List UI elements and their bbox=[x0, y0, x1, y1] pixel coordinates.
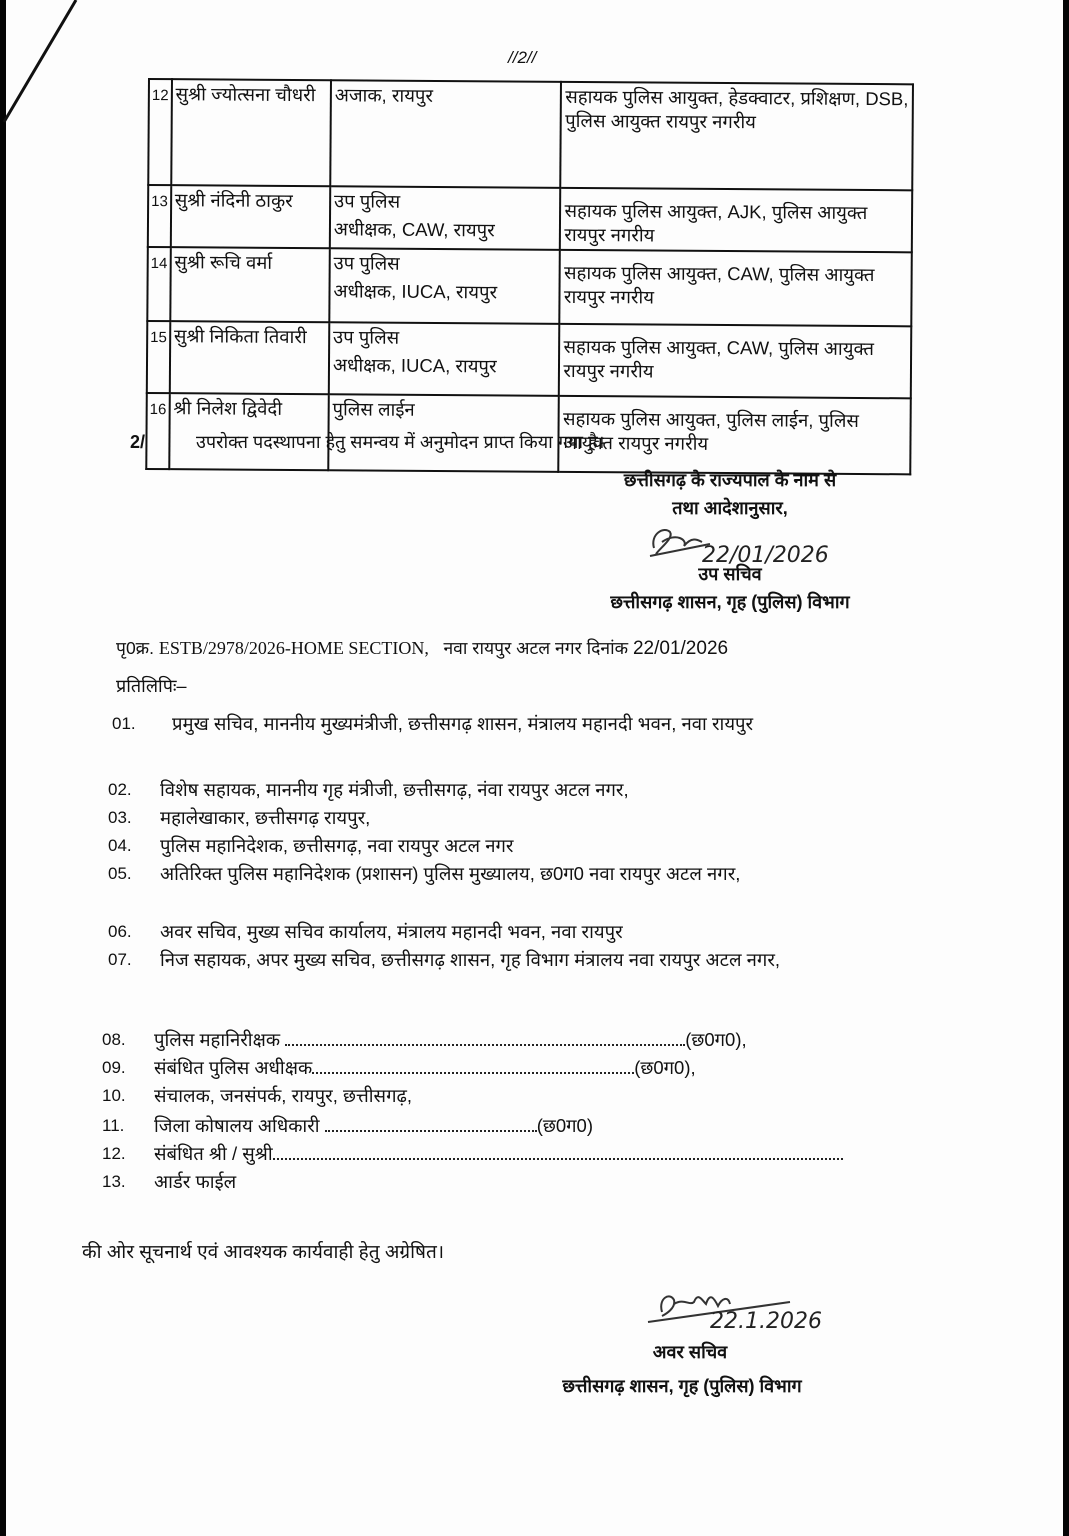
new-post: सहायक पुलिस आयुक्त, AJK, पुलिस आयुक्त रायपुर नगरीय bbox=[560, 188, 912, 252]
item-number: 10. bbox=[102, 1086, 126, 1105]
item-suffix: (छ0ग0), bbox=[685, 1029, 747, 1050]
item-number: 12. bbox=[102, 1144, 126, 1163]
current-post-line1: अजाक, रायपुर bbox=[334, 84, 434, 106]
department: छत्तीसगढ़ शासन, गृह (पुलिस) विभाग bbox=[610, 592, 850, 612]
item-text: संबंधित पुलिस अधीक्षक bbox=[154, 1057, 313, 1078]
row-number: 12 bbox=[148, 79, 171, 185]
current-post-line2: अधीक्षक, IUCA, रायपुर bbox=[333, 280, 498, 303]
officer-name: सुश्री निकिता तिवारी bbox=[169, 321, 329, 394]
current-post bbox=[329, 248, 560, 324]
new-post: सहायक पुलिस आयुक्त, CAW, पुलिस आयुक्त रायपुर नगरीय bbox=[560, 250, 912, 326]
fill-dots bbox=[285, 1030, 685, 1046]
item-text: जिला कोषालय अधिकारी bbox=[154, 1115, 320, 1136]
table-row bbox=[148, 185, 912, 252]
reference-number: ESTB/2978/2026-HOME SECTION, bbox=[158, 638, 429, 658]
new-post: सहायक पुलिस आयुक्त, CAW, पुलिस आयुक्त रायपुर नगरीय bbox=[559, 324, 911, 398]
officer-name: सुश्री नंदिनी ठाकुर bbox=[171, 185, 331, 248]
officer-name: श्री निलेश द्विवेदी bbox=[169, 393, 329, 470]
designation: अवर सचिव bbox=[652, 1342, 728, 1362]
table-row bbox=[147, 321, 911, 398]
row-number: 13 bbox=[148, 185, 171, 247]
item-number: 11. bbox=[102, 1116, 125, 1135]
item-text: संबंधित श्री / सुश्री bbox=[154, 1143, 273, 1164]
item-number: 01. bbox=[112, 714, 136, 733]
item-number: 08. bbox=[102, 1030, 126, 1049]
item-number: 07. bbox=[108, 950, 132, 969]
current-post-line1: पुलिस लाईन bbox=[332, 398, 415, 420]
table-row bbox=[148, 79, 913, 190]
handwritten-date: 22.1.2026 bbox=[710, 1309, 822, 1334]
current-post-line1: उप पुलिस bbox=[333, 252, 400, 274]
table-row bbox=[147, 247, 911, 326]
handwritten-date: 22/01/2026 bbox=[702, 543, 829, 568]
scan-edge-left bbox=[0, 0, 6, 1536]
item-number: 04. bbox=[108, 836, 132, 855]
item-suffix: (छ0ग0), bbox=[634, 1057, 696, 1078]
item-line bbox=[154, 1114, 924, 1137]
item-number: 03. bbox=[108, 808, 132, 827]
signature-under-secretary bbox=[640, 1282, 880, 1338]
row-number: 14 bbox=[147, 247, 170, 321]
current-post-line2: अधीक्षक, CAW, रायपुर bbox=[333, 218, 495, 241]
officer-name: सुश्री ज्योत्सना चौधरी bbox=[171, 79, 331, 186]
item-text: विशेष सहायक, माननीय गृह मंत्रीजी, छत्तीसगढ़, नंवा रायपुर अटल नगर, bbox=[160, 779, 629, 800]
current-post-line2: अधीक्षक, IUCA, रायपुर bbox=[332, 354, 497, 377]
signature-deputy-secretary bbox=[640, 518, 880, 568]
item-suffix: (छ0ग0) bbox=[536, 1115, 593, 1136]
reference-date: 22/01/2026 bbox=[632, 638, 729, 659]
scan-fold-line bbox=[0, 0, 120, 140]
item-text: महालेखाकार, छत्तीसगढ़ रायपुर, bbox=[160, 807, 371, 828]
current-post-line1: उप पुलिस bbox=[332, 326, 400, 348]
officer-name: सुश्री रूचि वर्मा bbox=[170, 247, 330, 322]
closing-line: की ओर सूचनार्थ एवं आवश्यक कार्यवाही हेतु अग्रेषित। bbox=[82, 1242, 445, 1263]
current-post bbox=[329, 322, 560, 396]
item-text: संचालक, जनसंपर्क, रायपुर, छत्तीसगढ़, bbox=[154, 1085, 413, 1106]
department: छत्तीसगढ़ शासन, गृह (पुलिस) विभाग bbox=[562, 1376, 802, 1396]
scan-edge-right bbox=[1063, 0, 1069, 1536]
reference-line bbox=[116, 636, 728, 660]
designation: उप सचिव bbox=[698, 564, 762, 584]
item-line bbox=[154, 1028, 924, 1051]
authority-line: छत्तीसगढ़ के राज्यपाल के नाम से bbox=[623, 470, 837, 490]
item-line bbox=[154, 1142, 924, 1165]
fill-dots bbox=[273, 1144, 843, 1160]
item-text: पुलिस महानिरीक्षक bbox=[154, 1029, 281, 1050]
item-number: 06. bbox=[108, 922, 132, 941]
item-text: आर्डर फाईल bbox=[154, 1171, 237, 1192]
row-number: 16 bbox=[146, 393, 169, 469]
page-marker: //2// bbox=[508, 48, 537, 67]
row-number: 15 bbox=[147, 321, 170, 393]
reference-prefix: पृ0क्र. bbox=[116, 638, 154, 658]
current-post-line1: उप पुलिस bbox=[333, 190, 401, 212]
paragraph-2 bbox=[130, 430, 604, 454]
item-text: निज सहायक, अपर मुख्य सचिव, छत्तीसगढ़ शासन, गृह विभाग मंत्रालय नवा रायपुर अटल नगर, bbox=[160, 949, 781, 970]
item-text: अवर सचिव, मुख्य सचिव कार्यालय, मंत्रालय महानदी भवन, नवा रायपुर bbox=[160, 921, 623, 942]
order-line: तथा आदेशानुसार, bbox=[672, 498, 788, 518]
item-text: प्रमुख सचिव, माननीय मुख्यमंत्रीजी, छत्तीसगढ़ शासन, मंत्रालय महानदी भवन, नवा रायपुर bbox=[172, 713, 754, 734]
item-text: पुलिस महानिदेशक, छत्तीसगढ़, नवा रायपुर अटल नगर bbox=[160, 835, 514, 856]
item-number: 09. bbox=[102, 1058, 126, 1077]
fill-dots bbox=[312, 1058, 634, 1074]
copy-heading: प्रतिलिपिः– bbox=[116, 676, 187, 696]
posting-table bbox=[145, 78, 914, 475]
item-text: अतिरिक्त पुलिस महानिदेशक (प्रशासन) पुलिस मुख्यालय, छ0ग0 नवा रायपुर अटल नगर, bbox=[160, 863, 741, 884]
new-post: सहायक पुलिस आयुक्त, पुलिस लाईन, पुलिस आयुक्त रायपुर नगरीय bbox=[559, 396, 911, 474]
item-number: 13. bbox=[102, 1172, 126, 1191]
item-number: 05. bbox=[108, 864, 132, 883]
new-post: सहायक पुलिस आयुक्त, हेडक्वाटर, प्रशिक्षण, DSB, पुलिस आयुक्त रायपुर नगरीय bbox=[561, 82, 913, 190]
current-post bbox=[330, 186, 561, 250]
paragraph-text: उपरोक्त पदस्थापना हेतु समन्वय में अनुमोदन प्राप्त किया गया है। bbox=[196, 432, 605, 452]
item-line bbox=[154, 1056, 924, 1079]
fill-dots bbox=[325, 1116, 537, 1132]
paragraph-number: 2/ bbox=[130, 432, 146, 452]
current-post bbox=[330, 80, 561, 188]
item-number: 02. bbox=[108, 780, 132, 799]
reference-place: नवा रायपुर अटल नगर दिनांक bbox=[443, 638, 629, 658]
